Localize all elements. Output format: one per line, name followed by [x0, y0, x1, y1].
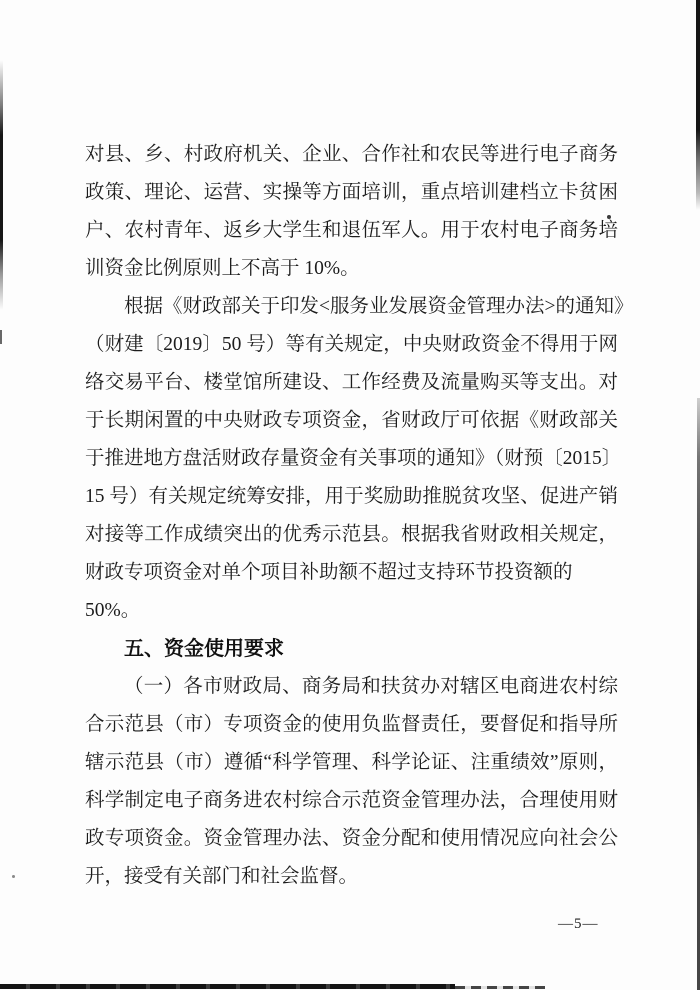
text-line: 于长期闲置的中央财政专项资金，省财政厅可依据《财政部关	[85, 410, 618, 431]
scan-edge-right-top-line	[696, 0, 700, 210]
scan-edge-bottom-line-tail	[455, 986, 545, 989]
text-line: 科学制定电子商务进农村综合示范资金管理办法，合理使用财	[85, 790, 618, 811]
text-line: 户、农村青年、返乡大学生和退伍军人。用于农村电子商务培	[85, 220, 618, 241]
page-number: —5—	[558, 916, 599, 932]
text-line: 训资金比例原则上不高于 10%。	[85, 258, 360, 279]
scan-edge-bottom-line	[0, 984, 455, 989]
scan-edge-left-line	[0, 60, 3, 310]
text-line: 合示范县（市）专项资金的使用负监督责任，要督促和指导所	[85, 714, 618, 735]
document-text-block	[85, 136, 634, 896]
text-line: 络交易平台、楼堂馆所建设、工作经费及流量购买等支出。对	[85, 372, 618, 393]
text-line: 辖示范县（市）遵循“科学管理、科学论证、注重绩效”原则，	[85, 752, 618, 773]
text-line: 政专项资金。资金管理办法、资金分配和使用情况应向社会公	[85, 828, 618, 849]
text-line: 开，接受有关部门和社会监督。	[85, 866, 359, 887]
text-line: 根据《财政部关于印发<服务业发展资金管理办法>的通知》	[124, 296, 634, 317]
scan-edge-left-speck	[0, 330, 2, 344]
text-line: （财建〔2019〕50 号）等有关规定，中央财政资金不得用于网	[85, 334, 618, 355]
text-line: 政策、理论、运营、实操等方面培训，重点培训建档立卡贫困	[85, 182, 618, 203]
text-line: 对接等工作成绩突出的优秀示范县。根据我省财政相关规定，	[85, 524, 618, 545]
scan-speck	[12, 875, 15, 878]
text-line: （一）各市财政局、商务局和扶贫办对辖区电商进农村综	[124, 676, 618, 697]
text-line: 对县、乡、村政府机关、企业、合作社和农民等进行电子商务	[85, 144, 618, 165]
text-line: 财政专项资金对单个项目补助额不超过支持环节投资额的	[85, 562, 573, 583]
text-line: 于推进地方盘活财政存量资金有关事项的通知》（财预〔2015〕	[85, 448, 622, 469]
text-line: 50%。	[85, 600, 141, 621]
text-line: 15 号）有关规定统筹安排，用于奖励助推脱贫攻坚、促进产销	[85, 486, 618, 507]
section-heading: 五、资金使用要求	[124, 638, 284, 660]
